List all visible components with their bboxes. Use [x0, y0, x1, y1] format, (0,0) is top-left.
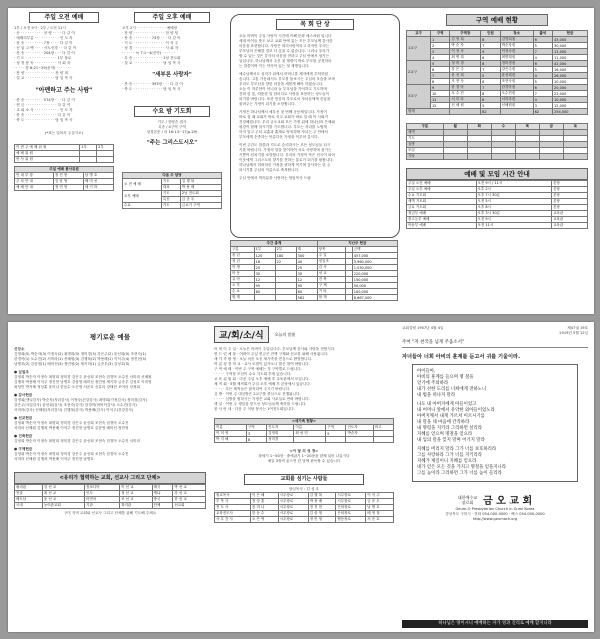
poem-line: 내 말을 네 마음에 간직하라	[417, 420, 470, 425]
checker-table: 구분 월 화 수 목 금 토 새벽 기도 심방 모임 기타	[406, 123, 588, 160]
issue-date: 2019년 5월 12일	[559, 331, 588, 335]
church-website[interactable]: http://www.geumoch.org	[472, 517, 518, 521]
poem-line: 내 입의 말을 잊지 말며 어기지 말라	[417, 438, 485, 443]
footer-banner: 하나님은 영이시니 예배하는 자가 영과 진리로 예배 할지니라	[402, 620, 588, 628]
pastoral-column-title: 목 회 단 상	[276, 19, 354, 30]
poem-line: 그를 높이라 그리하면 그가 너를 높이 들리라	[417, 471, 502, 476]
monthly-bible-title: <이 달 의 성 경>	[289, 449, 319, 453]
volume: 제47권 19호	[567, 326, 588, 330]
pastoral-text: 오늘 어버이 주일 사람이 시간에 이해 문화 에스처럼 입니다 세대 아이들 뜻도 보고 교회 안에 있는 모든 부모님께 감사한 마음을 표현합니다. 사랑은 내리사랑이라고 하지만 우리는 부모님의 은혜를 결코 다 갚을 수 없습니다. 그러나 우리가 할 수 있는 것은 감사의 마음을 전하고 주님 안에서 섬기는 일입니다. 하나님께서 주신 첫 계명이 바로 부모를 공경하라 는 말씀이며 이는 약속이 있는 첫 계명입니다. 예수님께서도 십자가 위에서 어머니를 제자에게 부탁하셨 습니다. 고통 가운데서도 부모를 돌보시는 주님의 모습을 보며 우리도 부모님을 향한 마음을 새롭게 해야 하겠습니다. 오늘 이 하루만이 아니라 늘 부모님을 기억하고 기도하며 전화 한 통, 따뜻한 말 한마디로 사랑을 표현하는 성도들이 되기를 바랍니다. 또한 믿음의 부모로서 자녀들에게 신앙을 물려주는 가정이 되기를 소망합니다. 가정은 하나님께서 세우신 첫 번째 공동체입니다. 가정이 바로 설 때 교회가 바로 서고 교회가 바로 설 때 이 사회가 건강해집니다. 우리 금오교회 모든 가정 위에 하나님의 은혜와 평강이 함께 하시기를 기도합니다. 부모는 자녀를 노엽게 하지 말고 주의 교훈과 훈계로 양육하며 자녀는 주 안에서 부모에게 순종하는 아름다운 가정을 이루어 갑시다. 이번 주간도 말씀과 기도로 승리하시는 모든 성도님들 되시 기를 바랍니다. 가정의 달을 맞이하여 서로 사랑하며 섬기는 기쁨이 넘치기를 소망합니다. 우리의 가정이 작은 천국이 되어 이웃에게 그리스도의 향기를 전하는 통로가 되기를 원합니다. 하나님께서 허락하신 가정을 귀하게 여기며 감사하는 한 주 되시기를 주님의 이름으로 축복합니다. 주님 안에서 여러분을 사랑하는 담임목사 드림	[239, 34, 335, 180]
staff-pastor: 담임목사 : 김 성 호	[288, 487, 320, 491]
staff-title: 교회를 섬기는 사람들	[244, 474, 364, 485]
afternoon-sermon-title: "새부론 사랑자"	[152, 72, 192, 78]
income-head: 지난주 헌금	[317, 241, 397, 247]
news-column: 교/회/소/식 오늘의 말씀 어 버 이 주 일 · 오늘은 어버이 주일입니다. 부모님께 감사와 사랑을 전합시다. 헌 드 린 예 물 · 어버이 주일 헌금은 전액 구제와 선교를 위해 사용됩니다. 새 가 족 환 영 · 오늘 처음 오신 새가족을 진심으로 환영합니다. 여 름 성 경 학 교 · 교사 모집이 있사오니 많은 참여 바랍니다. 구 역 예 배 · 이번 주 구역 예배는 각 구역별로 드립니다. · · · · · 구역장 모임이 수요 기도회 후에 있습니다. 교 육 위 원 회 · 다음 주일 오후 예배 후 교육관에서 모입니다. 제 직 회 · 5월 제직회가 주일 오후 예배 후 본당에서 있습니다. · · · · · 모든 제직들은 참석하여 주시기 바랍니다. 심 방 · 이번 주 대심방은 2교구를 중심으로 진행됩니다. · · · · · 심방을 원하시는 가정은 교회 사무실로 연락 바랍니다. 생 일 · 이번 주 생일을 맞으신 성도님들께 축하를 드립니다. 봉 사 안 내 · 다음 주 식당 봉사는 1여전도회입니다. <새가족 현황> 이름 구역 인도자 이름 구역 인도자 비고 이 미 영 3 김영희 최 성 민 5 박순자 박 지 혜 8 정미경 <이 달 의 성 경> 창세기 1~50장 · 출애굽기 1~20장을 함께 읽어 나갑시다 매일 3장씩 읽으면 한 달에 완독할 수 있습니다 교회를 섬기는 사람들 담임목사 : 김 성 호 원로목사 이 은 혜 시무장로 김 행 복 시무장로 이 석 주 부 목 사 정 상 훈 시무장로 박 용 배 시무장로 금 준 우 전 도 사 윤 미 나 시무장로 정 진 현 은퇴장로 남 병 호 교육전도사 한 동 수 시무장로 김 삼 영 은퇴장로 배 영 철 사 무 간 사 오 은 영 시무장로 정 민 영 협동장로 서 준 호	[214, 326, 394, 523]
meeting-times-table: 주일 오전 예배 오전 9시 / 11시 본당 주일 오후 예배 오후 2시 본당 수요 기도회 오후 7시 30분 본당 새벽 기도회 오전 5시 본당 금요 기도회 오후 8시 본당 청년부 예배 오후 3시 30분 교육관 중고등부 예배 오전 9시 교육관 아동부 예배 오전 11시 교육관	[406, 180, 588, 229]
section-status-column	[406, 14, 588, 229]
poem-line: 나도 내 아버지에게 아들이었고	[417, 402, 477, 407]
section-status-table: 교구 구역 구역장 인원 장소 출석 헌금 1교구 1 김 영 희 8 김영희집 6 43,000 2 박 순 자 7 박순자집 5 30,000 3 이 정 숙 9 이정숙집 7 12,000 4 최 명 희 6 최명희집 4 11,000 2교구 5 정 미 경 8 정미경집 6 42,000 6 강 은 주 7 강은주집 5 16,000 7 윤 선 희 5 윤선희집 4 26,000 8 조 현 숙 6 조현숙집 5 10,000 3교구 9 한 경 아 7 한경아집 6 20,000 10 오 수 진 8 오수진집 7 22,000 11 서 미 라 6 서미라집 4 10,000 12 신 혜 원 5 신혜원집 3 12,000 합계 82 62 254,000	[406, 30, 588, 115]
offering-table-area: 주간 총계 지난주 헌금 구분 1부 2부 계 항목 금액 장 년 120 180 300 주 일 457,000 청 년 18 22 40 십일조 5,960,000 학 생 25 25 감 사 1,030,000 아 동 30 30 선 교 220,000 유 아 12 12 건 축 150,000 오 후 95 95 구 제 50,000 수 요 60 60 기 타 100,000 합 계 562 합 계 8,667,000	[230, 240, 398, 301]
pastoral-column-box	[230, 14, 400, 238]
weekly-meeting-head: 주일 예배 봉사위원	[15, 167, 114, 173]
poem-line: 내 명령을 지키라 그리하면 살리라	[417, 426, 482, 431]
meeting-times-title: 예배 및 모임 시간 안내	[406, 168, 588, 180]
partner-table: 필리핀 김 선 교 캄보디아 이 선 교 태국 박 선 교 몽골 최 선 교 인도 정 선 교 케냐 강 선 교 베트남 윤 선 교 미얀마 조 선 교 중국 한 선 교 국내 농어촌교회 기관 복지관 단체 선교회	[14, 484, 206, 509]
news-subtitle: 오늘의 말씀	[274, 331, 296, 337]
morning-worship-column: 주일 오전 예배 1부 / 오전 9시 · 2부 / 오전 11시 · 송 · · · · · · · · · · 찬 양 · · · · 다 같 이 · 예배의부름 · · · · · · · · · · · 인 도 자 · 찬 송 · · · · · · · · 7장 · · · · 다 같 이 · 신 앙 고 백 · · · · 사도신경 · · 다 같 이 · 찬 송 · · · · · · · · 204장 · · · 다 같 이 · 기 도 · · · · · · · · · · · · · · 1부 장로 · 성 경 봉 독 · · · · · · · · · · 사 회 자 · · · · · 잠 8:21~29(신약) · · · · · · · · 찬 양 · · · · · · · · · · · · · 찬 양 대 · 설 교 · · · · · · · · · · · · · 담 임 목 사 "아멘하고 주는 사람" · 찬 송 · · · · · · · · 574장 · · · 다 같 이 · 헌 금 · · · · · · · · · · · · · · 다 같 이 · 교 회 소 식 · · · · · · · · · · · 인 도 자 · 찬 송 · · · · · · · · · · · · · · 다 같 이 · 축 도 · · · · · · · · · · · · · 담 임 목 사 (*표는 일어서 주십시오) 이 번 주 예 배 위 원 1부 2부 예 배 위 원 봉 사 위 원 주일 예배 봉사위원 안 내 부 장 정 진 현 남 병 호 주 차 안 내 김 삼 영 배 미 선 예 배 안 내 정 민 영 세 키 하	[14, 12, 114, 191]
church-logo-icon: 대한예수교 장로회	[457, 494, 478, 505]
poem-box	[412, 364, 578, 482]
bulletin-inner-page	[8, 8, 594, 314]
cover-column: 교회설립 1957년 4월 4일 제47권 19호 2019년 5월 12일 주여 "저 천국을 넘게 주옵소서" 자녀들아 너희 아비의 훈계를 듣고서 귀를 기울이라. 아이들아, 아비의 훈계를 들으며 명 철을 얻기에 주의하라 내가 선한 도리를 너희에게 전하노니 내 법을 떠나지 말라 나도 내 아버지에게 아들이었고 내 어머니 앞에서 유약한 외아들이었노라 아버지께서 내게 가르쳐 이르시기를 내 말을 네 마음에 간직하라 내 명령을 지키라 그리하면 살리라 지혜를 얻으며 명철을 얻으라 내 입의 말을 잊지 말며 어기지 말라 지혜를 버리지 말라 그가 너를 보호하리라 그를 사랑하라 그가 너를 지키리라 지혜가 제일이니 지혜를 얻으라 네가 얻은 모든 것을 가지고 명철을 얻을지니라 그를 높이라 그리하면 그가 너를 높이 들리라 대한예수교 장로회 금 오 교 회 Geum-O Presbyterian Church in Gumi Korea 경상북도 구미시 · 전화 054-000-0000 · 팩스 054-000-0000 http://www.geumoch.org 하나님은 영이시니 예배하는 자가 영과 진리로 예배 할지니라	[402, 326, 588, 626]
service-volunteer-table: 이 번 주 예 배 위 원 1부 2부 예 배 위 원 봉 사 위 원	[14, 144, 114, 163]
prayer-column: 평기로운 예물 신앙소 김영희(5) 박순자(3) 이정숙(2) 최명희(5) 정미경(3) 강은주(2) 윤선희(5) 조현숙(1) 한경아(1) 오수진(2) 서미라(1) 신혜원(3) 김행복(2) 박용배(1) 이석주(4) 정진현(3) 남병호(2) 김삼영(1) 배미선(3) 정민영(2) 세키하(1) 금준우(3) 김성호(5) ● 십일조 김영희 박순자 이정숙 최명희 정미경 강은주 윤선희 조현숙 한경아 오수진 서미라 신혜원 김행복 박용배 이석주 정진현 남병호 김삼영 배미선 정민영 세키하 금준우 김성호 이미영 최성민 박지혜 정상훈 윤미나 한동수 오은영 서준호 신유리 강태현 조아라 임정희 ● 감사헌금 김영희(생일감사) 박순자(자녀감사) 이정숙(건강감사) 최명희(가정감사) 정미경(감사) 강은주(사업감사) 윤선희(감사) 조현숙(감사) 한경아(어버이감사) 오수진(감사) 서미라(감사) 신혜원(자녀감사) 김행복(감사) 박용배(감사) 이석주(건강감사) ● 선교헌금 김영희 박순자 이정숙 최명희 정미경 강은주 윤선희 조현숙 한경아 오수진 서미라 신혜원 김행복 박용배 이석주 정진현 남병호 김삼영 배미선 정민영 ● 건축헌금 김영희 박순자 이정숙 최명희 정미경 강은주 윤선희 조현숙 한경아 오수진 서미라 ● 구제헌금 김영희 박순자 이정숙 최명희 정미경 강은주 윤선희 조현숙 한경아 오수진 서미라 신혜원 김행복 박용배 이석주 정진현 남병호 <유리가 협력하는 교회, 선교사 그리고 단체> 필리핀 김 선 교 캄보디아 이 선 교 태국 박 선 교 몽골 최 선 교 인도 정 선 교 케냐 강 선 교 베트남 윤 선 교 미얀마 조 선 교 중국 한 선 교 국내 농어촌교회 기관 복지관 단체 선교회 구미 지역 교회와 선교사 그리고 단체를 위해 기도해 주세요	[14, 326, 206, 516]
poem-line: 아이들아,	[417, 369, 436, 374]
wednesday-prayer-title: 수요 밤 기도회	[134, 106, 210, 117]
poem-line: 아버지께서 내게 가르쳐 이르시기를	[417, 414, 485, 419]
poem-line: 내가 선한 도리를 너희에게 전하노니	[417, 387, 487, 392]
poem-line: 아비의 훈계를 들으며 명 철을	[417, 375, 474, 380]
poem-line: 지혜를 얻으며 명철을 얻으라	[417, 432, 473, 437]
issue-info: 교회설립 1957년 4월 4일	[402, 326, 444, 330]
prayer-title: 평기로운 예물	[90, 333, 130, 341]
poem-title: 자녀들아 너희 아비의 훈계를 듣고서 귀를 기울이라.	[402, 354, 521, 360]
partner-title: <유리가 협력하는 교회, 선교사 그리고 단체>	[14, 472, 206, 484]
afternoon-worship-title: 주일 오후 예배	[134, 12, 210, 23]
afternoon-worship-column: 주일 오후 예배 오후 2시 · · · · · · · · · · · · · 예배당 · 찬 양 · · · · · · · · · · · · · · 찬 양 팀 · 찬 송 · · · · · · · · 74장 · · · 다 같 이 · 기 도 · · · · · · · · · · · · · · 이 석 주 · 성 경 · · · · · · · · · · · · · · 사 회 자 · · · · · · 눅 7:1~4(신약) · · · · · · · 특 송 · · · · · · · · · · · · · 1남 전도회 · 설 교 · · · · · · · · · · · · · 담 임 목 사 "새부론 사랑자" · 찬 송 · · · · · · · · 393장 · · · 다 같 이 · 축 도 · · · · · · · · · · · · · 담 임 목 사 수요 밤 기도회 기도 / 찬양순 집사 특송 / 4구역 구역 성경본문 / 마 16:13~17(p.29) "주는 그리스도시오" 다음 주 담당 오 전 예 배 기도 김 행 복 대표 박 용 배 오후 예배 기도 2남 전도회 특송 금 준 우 수요 기도 금요기 구역	[122, 12, 222, 209]
poem-line: 내 법을 떠나지 말라	[417, 393, 456, 398]
staff-table: 원로목사 이 은 혜 시무장로 김 행 복 시무장로 이 석 주 부 목 사 정 상 훈 시무장로 박 용 배 시무장로 금 준 우 전 도 사 윤 미 나 시무장로 정 진 현 은퇴장로 남 병 호 교육전도사 한 동 수 시무장로 김 삼 영 은퇴장로 배 영 철 사 무 간 사 오 은 영 시무장로 정 민 영 협동장로 서 준 호	[214, 492, 394, 523]
poem-line: 네가 얻은 모든 것을 가지고 명철을 얻을지니라	[417, 465, 506, 470]
morning-worship-title: 주일 오전 예배	[29, 12, 99, 23]
bulletin-outer-page	[8, 322, 594, 632]
church-name: 금 오 교 회	[483, 496, 533, 507]
next-week-head: 다음 주 담당	[123, 173, 222, 179]
cover-quote: 주여 "저 천국을 넘게 주옵소서"	[402, 340, 465, 345]
section-status-title: 구역 예배 현황	[446, 14, 548, 26]
poem-line: 그를 사랑하라 그가 너를 지키리라	[417, 453, 482, 458]
poem-line: 내 어머니 앞에서 유약한 외아들이었노라	[417, 408, 495, 413]
poem-line: 얻기에 주의하라	[417, 381, 449, 386]
church-english-name: Geum-O Presbyterian Church in Gumi Korea	[455, 507, 535, 511]
poem-line: 지혜를 버리지 말라 그가 너를 보호하리라	[417, 447, 497, 452]
poem-line: 지혜가 제일이니 지혜를 얻으라	[417, 459, 477, 464]
wednesday-theme: "주는 그리스도시오"	[146, 140, 198, 146]
morning-sermon-title: "아멘하고 주는 사람"	[35, 87, 93, 94]
offering-head: 주간 총계	[231, 241, 318, 247]
news-title: 교/회/소/식	[214, 326, 269, 343]
prayer-list-head: 신앙소	[14, 347, 25, 351]
